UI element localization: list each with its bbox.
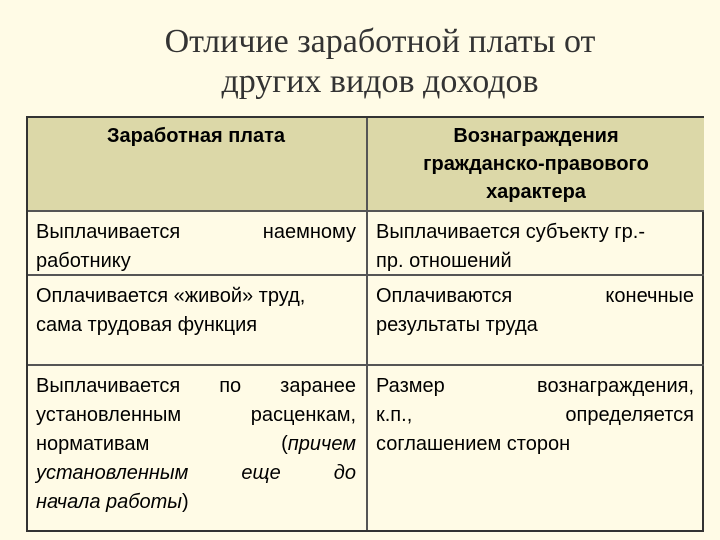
row3-salary-line4: установленным еще до <box>36 462 356 484</box>
row2-salary <box>28 276 368 366</box>
row2-reward <box>368 276 704 366</box>
row3-reward-line3: соглашением сторон <box>376 433 571 455</box>
comparison-table <box>26 116 704 532</box>
row2-reward-line2: результаты труда <box>376 314 538 336</box>
row3-salary-close-paren: ) <box>182 491 189 513</box>
row3-salary <box>28 366 368 530</box>
row3-reward <box>368 366 704 530</box>
row1-reward <box>368 212 704 276</box>
row3-salary-italic-start: начала работы <box>36 491 182 513</box>
header-salary: Заработная плата <box>28 118 368 212</box>
header-civil-reward: Вознаграждения гражданско-правового характера <box>368 118 704 212</box>
row1-salary-line1: Выплачивается наемному <box>36 221 356 243</box>
row2-reward-line1: Оплачиваются конечные <box>376 285 694 307</box>
row1-salary <box>28 212 368 276</box>
row3-reward-line2: к.п., определяется <box>376 404 694 426</box>
row2-salary-line2: сама трудовая функция <box>36 314 258 336</box>
row3-reward-line1: Размер вознаграждения, <box>376 375 694 397</box>
row3-salary-line3 <box>36 430 356 459</box>
slide-title: Отличие заработной платы от других видов доходов <box>164 23 596 100</box>
row3-salary-italic-prichem: причем <box>287 433 356 455</box>
row2-salary-line1: Оплачивается «живой» труд, <box>36 285 306 307</box>
row3-salary-line1: Выплачивается по заранее <box>36 375 356 397</box>
row3-salary-line3-text: нормативам <box>36 433 150 455</box>
row3-salary-line3-italic: (причем <box>281 433 356 455</box>
row3-salary-line2: установленным расценкам, <box>36 404 356 426</box>
row1-reward-line1: Выплачивается субъекту гр.- <box>376 221 645 243</box>
row3-salary-line5 <box>36 488 356 517</box>
row1-salary-line2: работнику <box>36 250 131 272</box>
row1-reward-line2: пр. отношений <box>376 250 512 272</box>
